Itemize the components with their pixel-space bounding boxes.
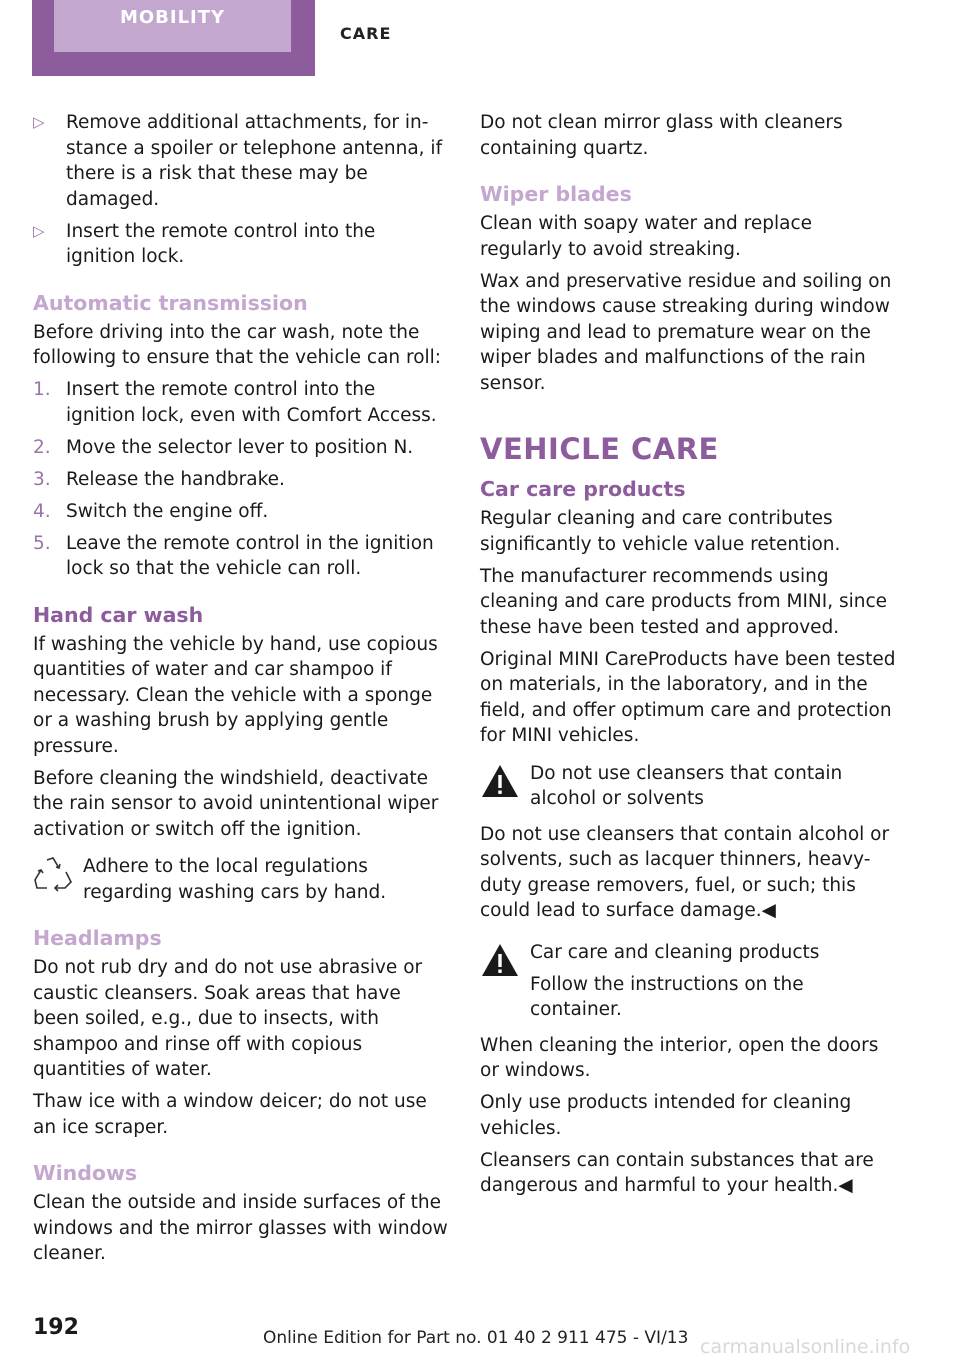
heading-automatic-transmission: Automatic transmission [33,290,308,315]
list-item: ▷ Insert the remote control into the ignition lock. [33,220,376,267]
paragraph: Clean with soapy water and replace regularly to avoid streaking. [480,213,813,260]
step-item: 5. Leave the remote control in the ignition lock so that the vehicle can roll. [33,532,434,579]
recycle-icon [33,856,73,900]
heading-hand-car-wash: Hand car wash [33,602,204,627]
heading-wiper-blades: Wiper blades [480,182,632,206]
paragraph: Wax and preservative residue and soiling on the windows cause streaking during window wiping and lead to premature wear on the wiper blades and malfunctions of the rain sensor. [480,270,892,394]
paragraph: Clean the outside and inside surfaces of the windows and the mirror glasses with window cleaner. [33,1192,448,1264]
environment-note: Adhere to the local regulations regarding washing cars by hand. [33,854,448,905]
heading-headlamps: Headlamps [33,926,162,950]
warning-triangle-icon [480,763,520,807]
heading-car-care-products: Car care products [480,477,686,501]
triangle-bullet-icon: ▷ [33,113,45,131]
step-item: 1. Insert the remote control into the ignition lock, even with Comfort Access. [33,379,437,426]
warning-note: Do not use cleansers that contain alcohol or solvents [480,761,900,812]
page-number: 192 [33,1315,79,1340]
right-column [480,110,900,1205]
paragraph: Before driving into the car wash, note the following to ensure that the vehicle can roll: [33,321,442,368]
paragraph: Do not clean mirror glass with cleaners containing quartz. [480,112,843,159]
paragraph: Before cleaning the windshield, deactivate the rain sensor to avoid unintentional wiper activation or switch off the ignition. [33,767,439,840]
left-column [33,110,448,1273]
paragraph: Regular cleaning and care contributes significantly to vehicle value retention. [480,508,841,555]
triangle-bullet-icon: ▷ [33,221,45,240]
warning-triangle-icon [480,942,520,986]
paragraph: Do not rub dry and do not use abrasive or caustic cleansers. Soak areas that have been soiled, e.g., due to insects, with shampoo and rinse off with copious quantities of water. [33,957,423,1080]
step-item: 4. Switch the engine off. [33,500,269,522]
paragraph: Original MINI CareProducts have been tested on materials, in the laboratory, and in the field, and offer optimum care and protection for MINI vehicles. [480,648,896,746]
paragraph: Only use products intended for cleaning vehicles. [480,1092,852,1139]
step-item: 2. Move the selector lever to position N. [33,436,414,458]
paragraph: Thaw ice with a window deicer; do not use an ice scraper. [33,1091,427,1138]
tab-care[interactable]: CARE [340,24,392,43]
heading-windows: Windows [33,1161,138,1185]
watermark: carmanualsonline.info [700,1336,911,1358]
edition-line: Online Edition for Part no. 01 40 2 911 475 - VI/13 [263,1328,689,1348]
warning-note: Car care and cleaning products Follow the instructions on the container. [480,940,900,1023]
tab-mobility-label: MOBILITY [119,7,226,28]
tab-mobility[interactable] [32,0,315,76]
paragraph: The manufacturer recommends using cleaning and care products from MINI, since these have been tested and approved. [480,565,888,638]
step-item: 3. Release the handbrake. [33,468,285,490]
paragraph: Cleansers can contain substances that are dangerous and harmful to your health.◀ [480,1149,874,1196]
paragraph: Do not use cleansers that contain alcohol or solvents, such as lacquer thinners, heavy-duty grease removers, fuel, or such; this could lead to surface damage.◀ [480,823,890,921]
heading-vehicle-care: VEHICLE CARE [480,432,719,466]
list-item: ▷ Remove additional attachments, for instance a spoiler or telephone antenna, if there is a risk that these may be damaged. [33,112,443,210]
paragraph: When cleaning the interior, open the doors or windows. [480,1034,879,1081]
paragraph: If washing the vehicle by hand, use copious quantities of water and car shampoo if necessary. Clean the vehicle with a sponge or a washing brush by applying gentle pressure. [33,633,438,757]
